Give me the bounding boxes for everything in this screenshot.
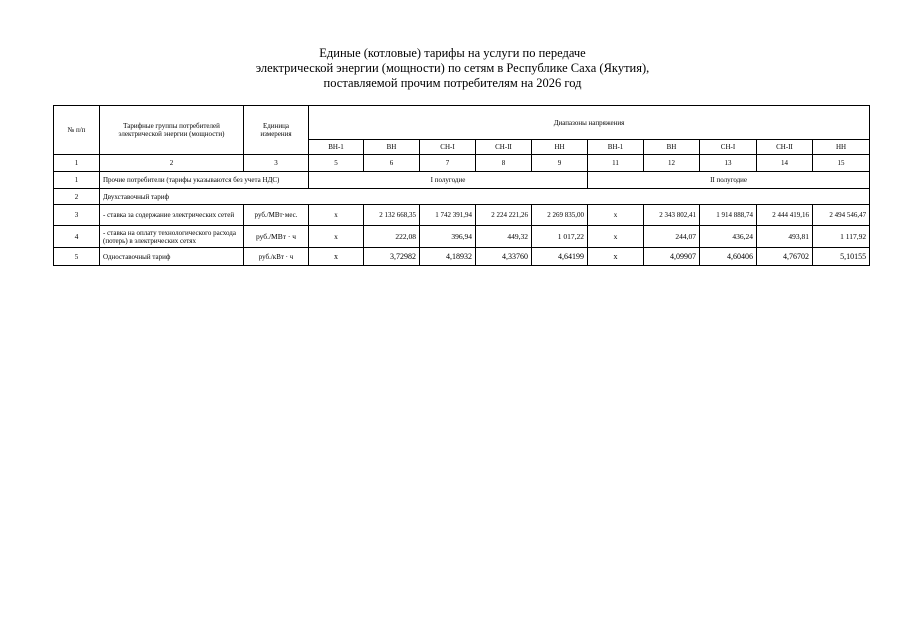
value-cell: 4,18932 (420, 248, 476, 266)
table-row (54, 172, 870, 189)
value-cell: 4,76702 (757, 248, 813, 266)
value-cell: 2 494 546,47 (813, 205, 870, 226)
value-cell: х (588, 205, 644, 226)
table-row (54, 226, 870, 248)
row-num: 1 (54, 172, 100, 189)
value-cell: 1 017,22 (532, 226, 588, 248)
level-sn2-h1: СН-II (476, 140, 532, 155)
level-vn1-h1: ВН-1 (309, 140, 364, 155)
table-row (54, 189, 870, 205)
title-line-3: поставляемой прочим потребителям на 2026 год (323, 76, 582, 90)
tariff-table (53, 105, 870, 266)
value-cell: 396,94 (420, 226, 476, 248)
col-number: 14 (757, 155, 813, 172)
value-cell: 2 269 835,00 (532, 205, 588, 226)
col-number: 9 (532, 155, 588, 172)
value-cell: х (309, 248, 364, 266)
row-name: - ставка на оплату технологического расхода (потерь) в электрических сетях (100, 226, 244, 248)
document-title (0, 46, 905, 91)
value-cell: 1 914 888,74 (700, 205, 757, 226)
col-number: 7 (420, 155, 476, 172)
col-number: 8 (476, 155, 532, 172)
value-cell: 4,09907 (644, 248, 700, 266)
value-cell: 2 343 802,41 (644, 205, 700, 226)
row-name: Одноставочный тариф (100, 248, 244, 266)
value-cell: 2 444 419,16 (757, 205, 813, 226)
table-row (54, 248, 870, 266)
value-cell: 1 117,92 (813, 226, 870, 248)
row-name: Прочие потребители (тарифы указываются без учета НДС) (100, 172, 309, 189)
value-cell: 5,10155 (813, 248, 870, 266)
title-line-1: Единые (котловые) тарифы на услуги по передаче (319, 46, 586, 60)
header-num: № п/п (54, 106, 100, 155)
row-unit: руб./МВт·мес. (244, 205, 309, 226)
col-number: 11 (588, 155, 644, 172)
header-row (54, 106, 870, 140)
value-cell: 2 132 668,35 (364, 205, 420, 226)
value-cell: х (588, 248, 644, 266)
row-name: Двухставочный тариф (100, 189, 870, 205)
value-cell: 2 224 221,26 (476, 205, 532, 226)
row-unit: руб./кВт · ч (244, 248, 309, 266)
level-sn1-h2: СН-I (700, 140, 757, 155)
header-unit: Единица измерения (244, 106, 309, 155)
level-nn-h2: НН (813, 140, 870, 155)
level-vn1-h2: ВН-1 (588, 140, 644, 155)
col-number: 15 (813, 155, 870, 172)
col-number: 2 (100, 155, 244, 172)
value-cell: 449,32 (476, 226, 532, 248)
col-number: 12 (644, 155, 700, 172)
col-number: 1 (54, 155, 100, 172)
level-sn2-h2: СН-II (757, 140, 813, 155)
level-sn1-h1: СН-I (420, 140, 476, 155)
value-cell: 4,60406 (700, 248, 757, 266)
value-cell: 436,24 (700, 226, 757, 248)
title-line-2: электрической энергии (мощности) по сетям в Республике Саха (Якутия), (255, 61, 650, 75)
level-vn-h2: ВН (644, 140, 700, 155)
level-vn-h1: ВН (364, 140, 420, 155)
row-num: 4 (54, 226, 100, 248)
level-nn-h1: НН (532, 140, 588, 155)
row-num: 3 (54, 205, 100, 226)
table-row (54, 205, 870, 226)
value-cell: 3,72982 (364, 248, 420, 266)
header-groups: Тарифные группы потребителей электрической энергии (мощности) (100, 106, 244, 155)
value-cell: 4,33760 (476, 248, 532, 266)
value-cell: 4,64199 (532, 248, 588, 266)
value-cell: 244,07 (644, 226, 700, 248)
value-cell: х (309, 205, 364, 226)
col-number: 6 (364, 155, 420, 172)
value-cell: 493,81 (757, 226, 813, 248)
row-name: - ставка за содержание электрических сетей (100, 205, 244, 226)
header-voltage-ranges: Диапазоны напряжения (309, 106, 870, 140)
column-numbers-row (54, 155, 870, 172)
value-cell: 222,08 (364, 226, 420, 248)
row-num: 5 (54, 248, 100, 266)
value-cell: 1 742 391,94 (420, 205, 476, 226)
col-number: 3 (244, 155, 309, 172)
value-cell: х (309, 226, 364, 248)
row-unit: руб./МВт · ч (244, 226, 309, 248)
half-year-2: II полугодие (588, 172, 870, 189)
col-number: 5 (309, 155, 364, 172)
row-num: 2 (54, 189, 100, 205)
half-year-1: I полугодие (309, 172, 588, 189)
col-number: 13 (700, 155, 757, 172)
value-cell: х (588, 226, 644, 248)
